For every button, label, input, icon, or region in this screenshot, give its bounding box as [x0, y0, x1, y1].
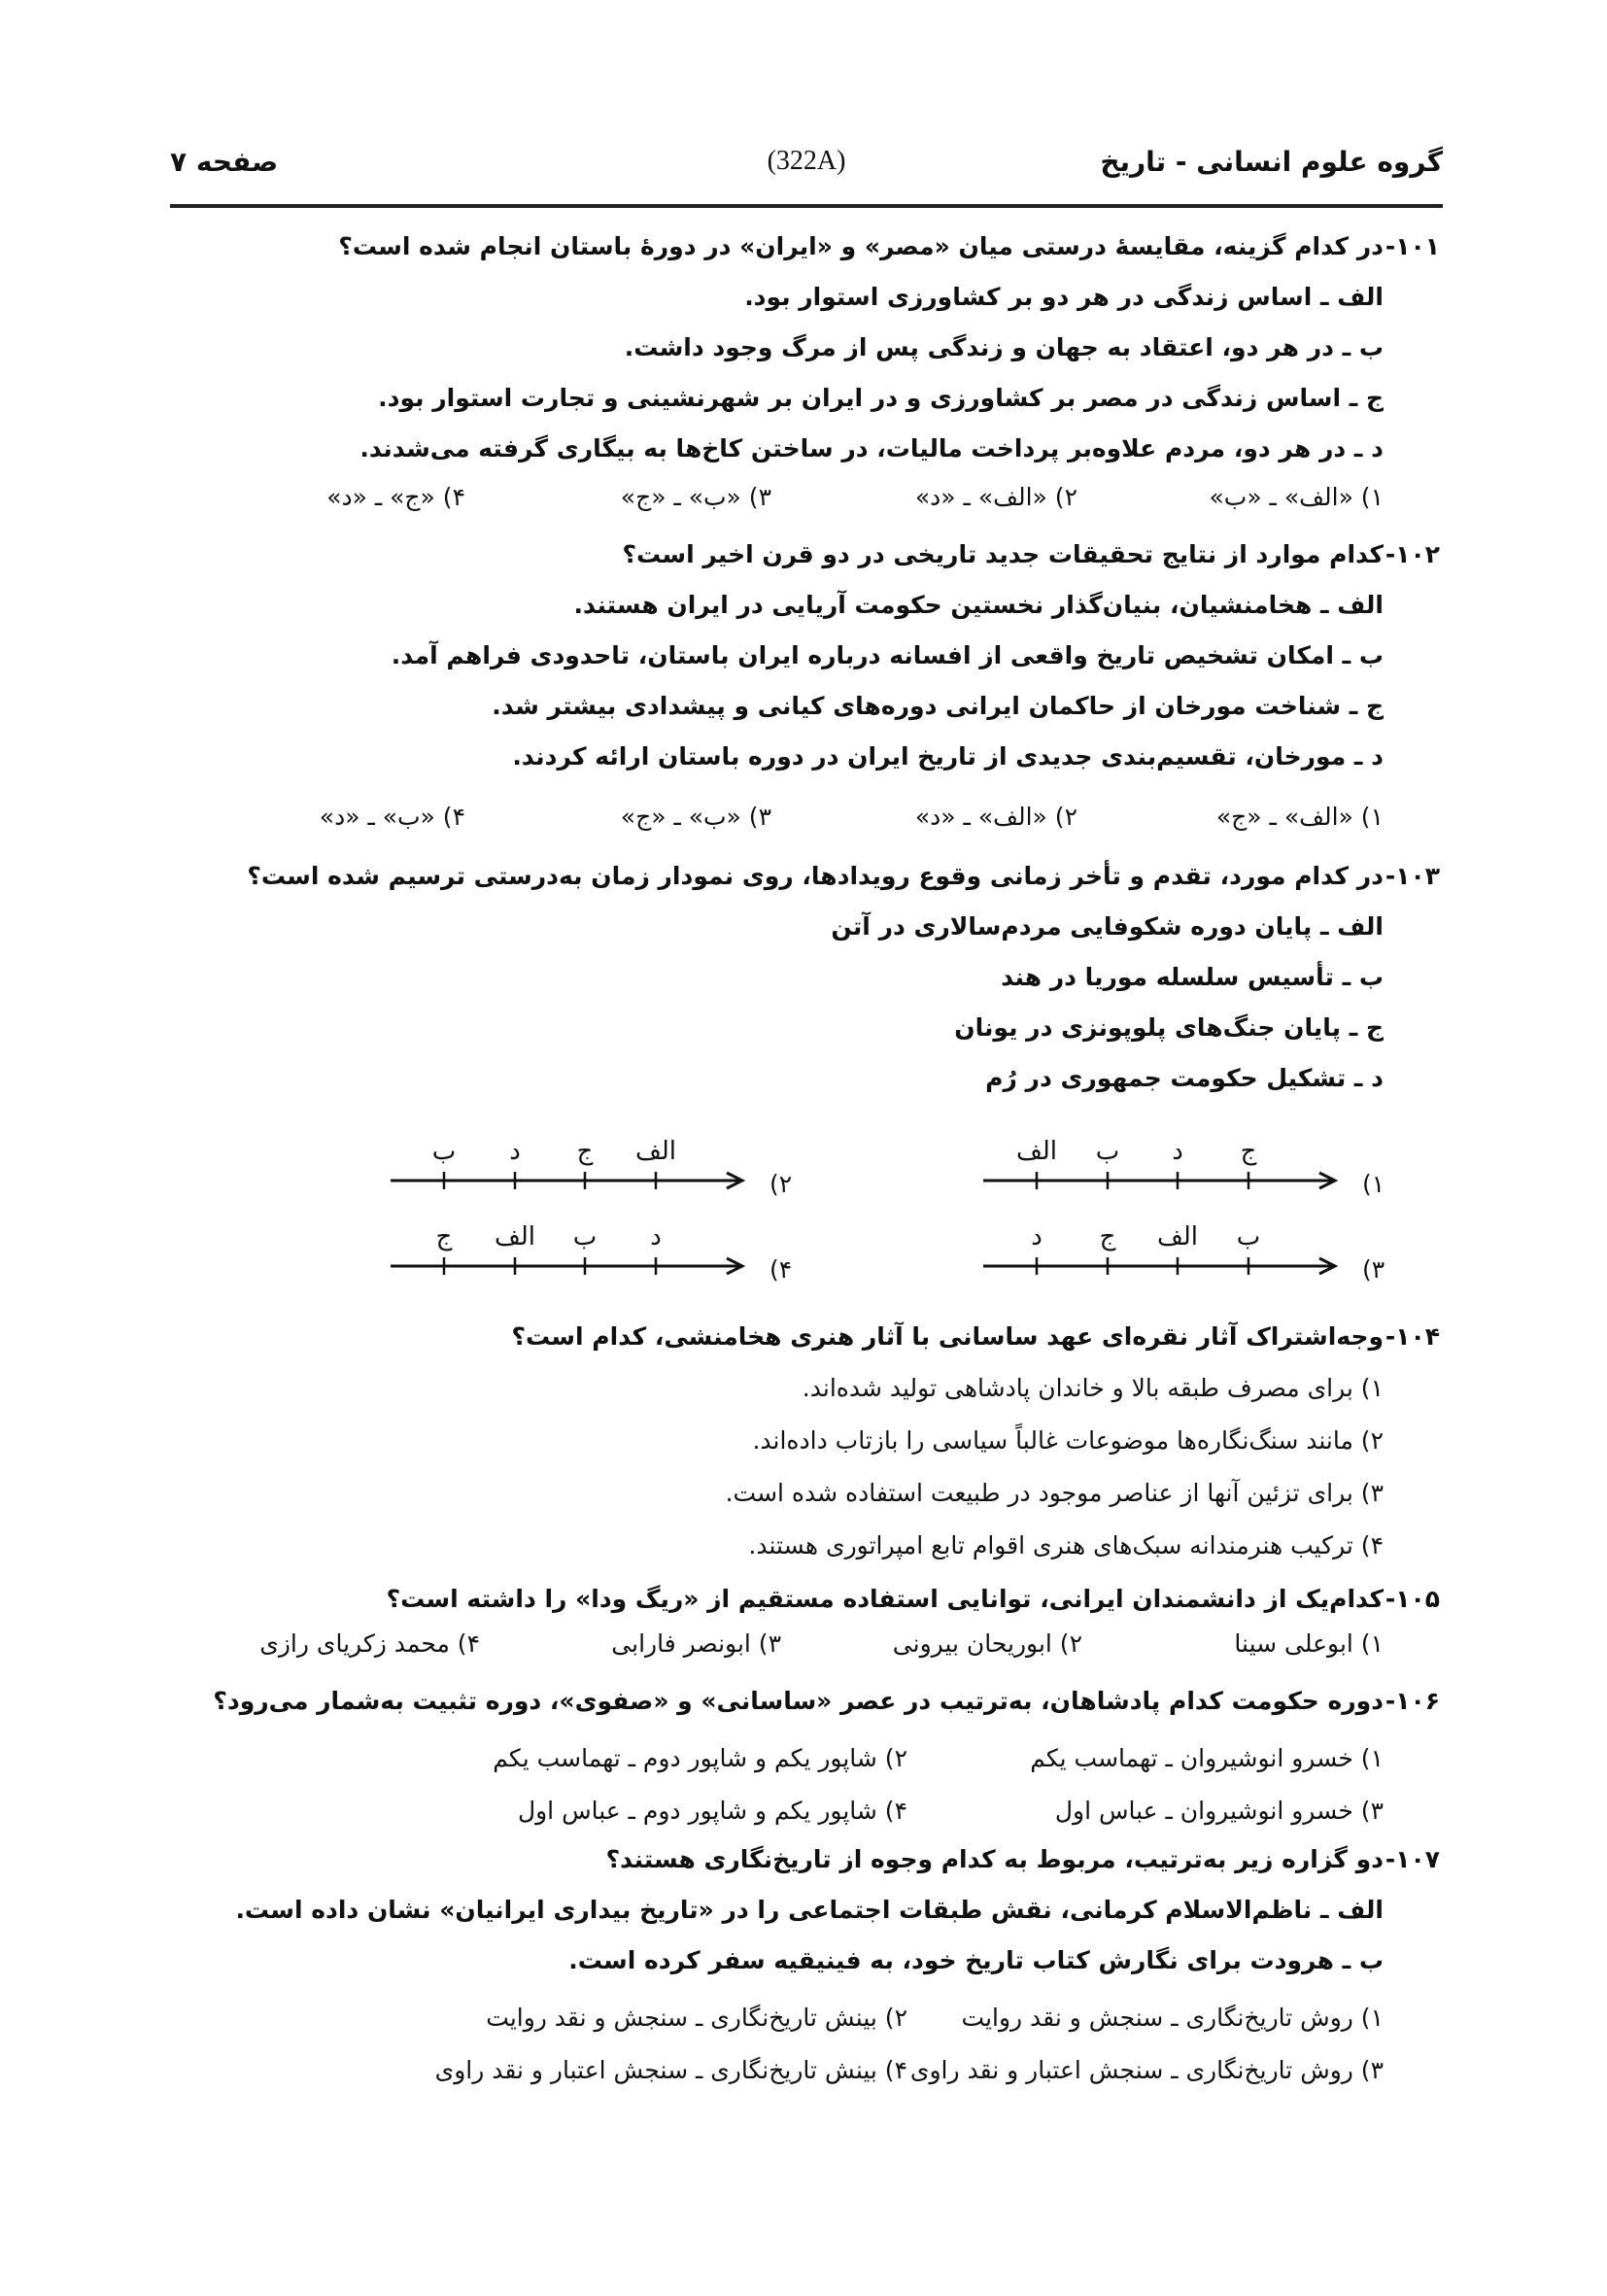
- option-1[interactable]: ۱) روش تاریخ‌نگاری ـ سنجش و نقد روایت: [961, 2004, 1384, 2032]
- question-number: ۱۰۴-: [1385, 1322, 1440, 1351]
- timeline-event-label: ج: [1099, 1222, 1116, 1251]
- timeline-event-label: الف: [1156, 1222, 1199, 1251]
- timeline-event-label: د: [509, 1137, 521, 1166]
- option-4[interactable]: ۴) «ج» ـ «د»: [326, 483, 465, 511]
- statement: الف ـ ناظم‌الاسلام کرمانی، نقش طبقات اجتماعی را در «تاریخ بیداری ایرانیان» نشان داده است.: [235, 1896, 1384, 1924]
- option-4[interactable]: ۴) «ب» ـ «د»: [319, 803, 465, 831]
- question-104: [187, 1312, 1440, 1572]
- timeline-event-label: د: [650, 1222, 662, 1251]
- timeline-option-number: ۱): [1362, 1170, 1385, 1198]
- timeline-option-2[interactable]: [381, 1127, 847, 1215]
- question-text: در کدام گزینه، مقایسهٔ درستی میان «مصر» و «ایران» در دورهٔ باستان انجام شده است؟: [338, 232, 1384, 260]
- timeline-options: [293, 1113, 1440, 1307]
- statement: ب ـ در هر دو، اعتقاد به جهان و زندگی پس از مرگ وجود داشت.: [624, 333, 1384, 361]
- question-number: ۱۰۶-: [1385, 1687, 1440, 1715]
- statement: الف ـ هخامنشیان، بنیان‌گذار نخستین حکومت آریایی در ایران هستند.: [573, 591, 1384, 619]
- timeline-event-label: ب: [1236, 1222, 1261, 1251]
- header-booklet-code: (322A): [767, 146, 846, 176]
- statement: ب ـ تأسیس سلسله موریا در هند: [1001, 963, 1384, 991]
- option-3[interactable]: ۳) «ب» ـ «ج»: [620, 483, 771, 511]
- option-3[interactable]: ۳) «ب» ـ «ج»: [620, 803, 771, 831]
- question-101: [187, 222, 1440, 521]
- option-2[interactable]: ۲) شاپور یکم و شاپور دوم ـ تهماسب یکم: [493, 1744, 907, 1772]
- statement: ج ـ پایان جنگ‌های پلوپونزی در یونان: [954, 1013, 1384, 1042]
- timeline-event-label: الف: [1015, 1137, 1058, 1166]
- question-text: دو گزاره زیر به‌ترتیب، مربوط به کدام وجوه از تاریخ‌نگاری هستند؟: [605, 1845, 1384, 1873]
- timeline-event-label: الف: [494, 1222, 536, 1251]
- header-page-number: صفحه ۷: [170, 146, 279, 178]
- timeline-event-label: ب: [572, 1222, 598, 1251]
- timeline-event-label: ج: [435, 1222, 453, 1251]
- statement: الف ـ پایان دوره شکوفایی مردم‌سالاری در آتن: [831, 912, 1384, 941]
- statement: ب ـ هرودت برای نگارش کتاب تاریخ خود، به فینیقیه سفر کرده است.: [568, 1946, 1384, 1974]
- option-1[interactable]: ۱) «الف» ـ «ب»: [1209, 483, 1384, 511]
- option-1[interactable]: ۱) «الف» ـ «ج»: [1215, 803, 1384, 831]
- question-106: [187, 1676, 1440, 1837]
- option-4[interactable]: ۴) محمد زکریای رازی: [259, 1629, 480, 1658]
- statement: ج ـ شناخت مورخان از حاکمان ایرانی دوره‌های کیانی و پیشدادی بیشتر شد.: [492, 692, 1384, 720]
- option-3[interactable]: ۳) روش تاریخ‌نگاری ـ سنجش اعتبار و نقد راوی: [909, 2056, 1384, 2084]
- question-number: ۱۰۲-: [1385, 540, 1440, 568]
- option-2[interactable]: ۲) مانند سنگ‌نگاره‌ها موضوعات غالباً سیاسی را بازتاب داده‌اند.: [752, 1426, 1384, 1455]
- statement: د ـ تشکیل حکومت جمهوری در رُم: [985, 1064, 1384, 1092]
- timeline-event-label: ج: [576, 1137, 594, 1166]
- timeline-option-number: ۴): [769, 1255, 793, 1284]
- timeline-event-label: ب: [1095, 1137, 1120, 1166]
- timeline-event-label: ج: [1240, 1137, 1257, 1166]
- option-2[interactable]: ۲) «الف» ـ «د»: [914, 483, 1077, 511]
- question-number: ۱۰۳-: [1385, 862, 1440, 890]
- option-2[interactable]: ۲) ابوریحان بیرونی: [892, 1629, 1082, 1658]
- statement: الف ـ اساس زندگی در هر دو بر کشاورزی استوار بود.: [744, 283, 1384, 311]
- timeline-event-label: د: [1031, 1222, 1043, 1251]
- statement: د ـ مورخان، تقسیم‌بندی جدیدی از تاریخ ایران در دوره باستان ارائه کردند.: [512, 742, 1384, 771]
- option-4[interactable]: ۴) بینش تاریخ‌نگاری ـ سنجش اعتبار و نقد راوی: [434, 2056, 907, 2084]
- option-2[interactable]: ۲) «الف» ـ «د»: [914, 803, 1077, 831]
- question-text: دوره حکومت کدام پادشاهان، به‌ترتیب در عصر «ساسانی» و «صفوی»، دوره تثبیت به‌شمار می‌رود؟: [213, 1687, 1384, 1715]
- timeline-option-3[interactable]: [974, 1213, 1440, 1300]
- question-number: ۱۰۵-: [1385, 1585, 1440, 1613]
- header-subject: گروه علوم انسانی - تاریخ: [1100, 146, 1443, 178]
- option-1[interactable]: ۱) ابوعلی سینا: [1234, 1629, 1384, 1658]
- option-3[interactable]: ۳) برای تزئین آنها از عناصر موجود در طبیعت استفاده شده است.: [725, 1479, 1384, 1507]
- option-4[interactable]: ۴) شاپور یکم و شاپور دوم ـ عباس اول: [517, 1797, 907, 1825]
- question-text: کدام‌یک از دانشمندان ایرانی، توانایی استفاده مستقیم از «ریگ ودا» را داشته است؟: [386, 1585, 1384, 1613]
- question-103: [187, 851, 1440, 1104]
- timeline-option-number: ۲): [769, 1170, 793, 1198]
- question-number: ۱۰۱-: [1385, 232, 1440, 260]
- option-3[interactable]: ۳) ابونصر فارابی: [611, 1629, 781, 1658]
- statement: ج ـ اساس زندگی در مصر بر کشاورزی و در ایران بر شهرنشینی و تجارت استوار بود.: [378, 384, 1384, 412]
- option-1[interactable]: ۱) برای مصرف طبقه بالا و خاندان پادشاهی تولید شده‌اند.: [802, 1374, 1384, 1402]
- question-102: [187, 530, 1440, 840]
- question-107: [187, 1834, 1440, 2097]
- option-1[interactable]: ۱) خسرو انوشیروان ـ تهماسب یکم: [1030, 1744, 1384, 1772]
- timeline-event-label: د: [1172, 1137, 1183, 1166]
- question-text: کدام موارد از نتایج تحقیقات جدید تاریخی در دو قرن اخیر است؟: [622, 540, 1384, 568]
- option-2[interactable]: ۲) بینش تاریخ‌نگاری ـ سنجش و نقد روایت: [486, 2004, 907, 2032]
- timeline-option-number: ۳): [1362, 1255, 1385, 1284]
- page-header: [170, 146, 1443, 208]
- timeline-option-1[interactable]: [974, 1127, 1440, 1215]
- statement: ب ـ امکان تشخیص تاریخ واقعی از افسانه درباره ایران باستان، تاحدودی فراهم آمد.: [391, 641, 1384, 669]
- question-text: وجه‌اشتراک آثار نقره‌ای عهد ساسانی با آثار هنری هخامنشی، کدام است؟: [511, 1322, 1384, 1351]
- timeline-event-label: ب: [431, 1137, 457, 1166]
- timeline-option-4[interactable]: [381, 1213, 847, 1300]
- question-number: ۱۰۷-: [1385, 1845, 1440, 1873]
- question-text: در کدام مورد، تقدم و تأخر زمانی وقوع رویدادها، روی نمودار زمان به‌درستی ترسیم شده است؟: [247, 862, 1384, 890]
- option-3[interactable]: ۳) خسرو انوشیروان ـ عباس اول: [1054, 1797, 1384, 1825]
- question-105: [187, 1574, 1440, 1667]
- timeline-event-label: الف: [634, 1137, 677, 1166]
- option-4[interactable]: ۴) ترکیب هنرمندانه سبک‌های هنری اقوام تابع امپراتوری هستند.: [748, 1531, 1384, 1559]
- statement: د ـ در هر دو، مردم علاوه‌بر پرداخت مالیات، در ساختن کاخ‌ها به بیگاری گرفته می‌شدند.: [359, 434, 1384, 463]
